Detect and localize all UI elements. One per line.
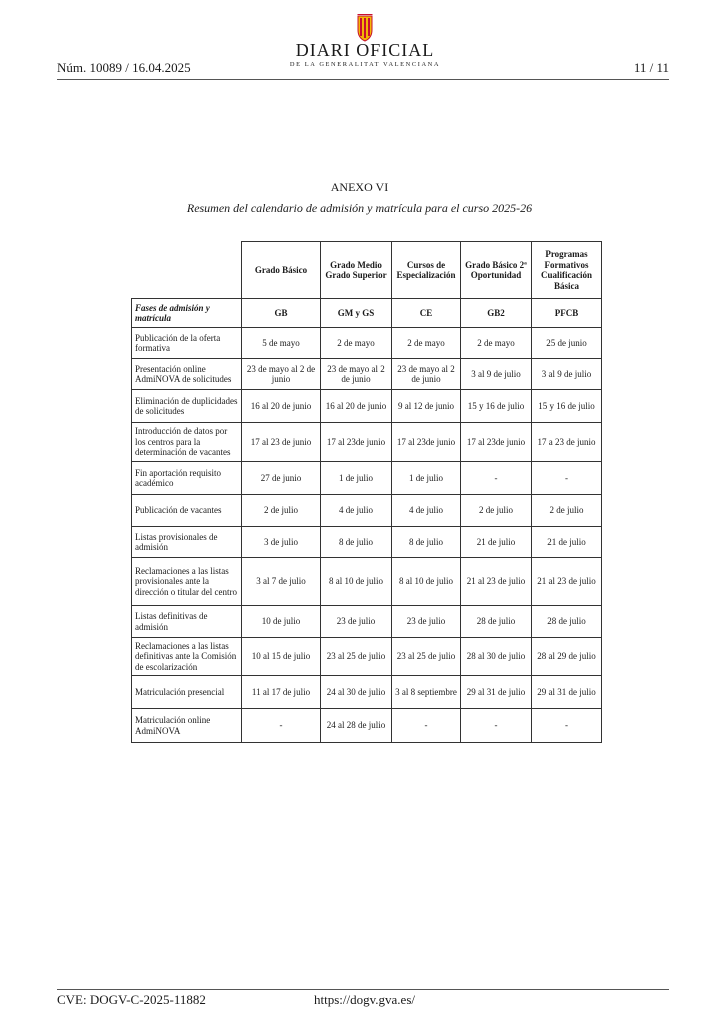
table-cell: 2 de julio: [532, 495, 602, 527]
table-row: [132, 606, 602, 638]
column-name-gb: Grado Básico: [242, 242, 321, 299]
column-code-gb2: GB2: [461, 299, 532, 328]
table-cell: 24 al 28 de julio: [321, 709, 392, 743]
table-row: [132, 495, 602, 527]
table-cell: 17 al 23de junio: [321, 423, 392, 462]
table-cell: 16 al 20 de junio: [242, 390, 321, 423]
table-cell: 17 a 23 de junio: [532, 423, 602, 462]
table-cell: -: [461, 462, 532, 495]
table-cell: 5 de mayo: [242, 328, 321, 359]
logo-subtitle: DE LA GENERALITAT VALENCIANA: [289, 61, 441, 68]
table-cell: -: [392, 709, 461, 743]
table-header-codes: [132, 299, 602, 328]
phase-label: Publicación de la oferta formativa: [132, 328, 242, 359]
phase-label: Fin aportación requisito académico: [132, 462, 242, 495]
table-row: [132, 423, 602, 462]
header-corner: [132, 242, 242, 299]
table-cell: 28 de julio: [532, 606, 602, 638]
table-row: [132, 328, 602, 359]
table-cell: 3 de julio: [242, 527, 321, 558]
phase-column-header: Fases de admisión y matrícula: [132, 299, 242, 328]
table-cell: -: [242, 709, 321, 743]
table-cell: 2 de julio: [461, 495, 532, 527]
column-code-pfcb: PFCB: [532, 299, 602, 328]
table-cell: 21 de julio: [461, 527, 532, 558]
table-cell: 23 de mayo al 2 de junio: [242, 359, 321, 390]
table-row: [132, 638, 602, 676]
table-cell: 25 de junio: [532, 328, 602, 359]
table-cell: 3 al 7 de julio: [242, 558, 321, 606]
table-cell: -: [461, 709, 532, 743]
table-cell: 28 al 30 de julio: [461, 638, 532, 676]
table-cell: 21 al 23 de julio: [532, 558, 602, 606]
phase-label: Matriculación presencial: [132, 676, 242, 709]
phase-label: Eliminación de duplicidades de solicitudes: [132, 390, 242, 423]
column-name-gmgs: Grado Medio Grado Superior: [321, 242, 392, 299]
table-cell: 1 de julio: [321, 462, 392, 495]
table-row: [132, 676, 602, 709]
page-number: 11 / 11: [633, 60, 669, 75]
table-cell: 23 de julio: [321, 606, 392, 638]
table-row: [132, 558, 602, 606]
footer-divider: [57, 989, 669, 990]
table-cell: 17 al 23de junio: [461, 423, 532, 462]
table-cell: 8 al 10 de julio: [321, 558, 392, 606]
table-cell: 17 al 23de junio: [392, 423, 461, 462]
table-cell: 8 al 10 de julio: [392, 558, 461, 606]
generalitat-crest-icon: [354, 14, 376, 42]
table-cell: 2 de mayo: [392, 328, 461, 359]
table-cell: 28 de julio: [461, 606, 532, 638]
table-cell: 10 al 15 de julio: [242, 638, 321, 676]
phase-label: Listas definitivas de admisión: [132, 606, 242, 638]
table-row: [132, 462, 602, 495]
table-cell: 8 de julio: [321, 527, 392, 558]
table-cell: 23 de julio: [392, 606, 461, 638]
table-cell: 3 al 9 de julio: [461, 359, 532, 390]
table-cell: 15 y 16 de julio: [461, 390, 532, 423]
table-cell: 29 al 31 de julio: [461, 676, 532, 709]
table-cell: -: [532, 709, 602, 743]
table-row: [132, 709, 602, 743]
table-cell: 27 de junio: [242, 462, 321, 495]
column-name-gb2: Grado Básico 2ª Oportunidad: [461, 242, 532, 299]
table-cell: 8 de julio: [392, 527, 461, 558]
table-header-names: [132, 242, 602, 299]
column-code-gb: GB: [242, 299, 321, 328]
phase-label: Presentación online AdmiNOVA de solicitudes: [132, 359, 242, 390]
column-code-ce: CE: [392, 299, 461, 328]
table-cell: 17 al 23 de junio: [242, 423, 321, 462]
annex-title: ANEXO VI: [330, 180, 389, 194]
table-cell: 16 al 20 de junio: [321, 390, 392, 423]
table-cell: 2 de mayo: [461, 328, 532, 359]
table-cell: 3 al 9 de julio: [532, 359, 602, 390]
table-cell: 23 de mayo al 2 de junio: [392, 359, 461, 390]
table-cell: 4 de julio: [392, 495, 461, 527]
table-cell: 21 al 23 de julio: [461, 558, 532, 606]
logo-title: DIARI OFICIAL: [295, 40, 435, 60]
table-cell: 10 de julio: [242, 606, 321, 638]
table-cell: 23 al 25 de julio: [321, 638, 392, 676]
phase-label: Reclamaciones a las listas definitivas ante la Comisión de escolarización: [132, 638, 242, 676]
table-cell: 23 al 25 de julio: [392, 638, 461, 676]
table-cell: 2 de mayo: [321, 328, 392, 359]
table-cell: 3 al 8 septiembre: [392, 676, 461, 709]
phase-label: Publicación de vacantes: [132, 495, 242, 527]
table-cell: 1 de julio: [392, 462, 461, 495]
column-name-ce: Cursos de Especialización: [392, 242, 461, 299]
column-name-pfcb: Programas Formativos Cualificación Básica: [532, 242, 602, 299]
column-code-gmgs: GM y GS: [321, 299, 392, 328]
table-row: [132, 527, 602, 558]
table-cell: -: [532, 462, 602, 495]
table-cell: 15 y 16 de julio: [532, 390, 602, 423]
table-cell: 21 de julio: [532, 527, 602, 558]
table-cell: 28 al 29 de julio: [532, 638, 602, 676]
dogv-link[interactable]: https://dogv.gva.es/: [314, 992, 415, 1007]
admission-calendar-table: [131, 241, 602, 743]
annex-subtitle: Resumen del calendario de admisión y matrícula para el curso 2025-26: [186, 201, 533, 215]
table-cell: 9 al 12 de junio: [392, 390, 461, 423]
phase-label: Matriculación online AdmiNOVA: [132, 709, 242, 743]
table-cell: 29 al 31 de julio: [532, 676, 602, 709]
table-cell: 24 al 30 de julio: [321, 676, 392, 709]
phase-label: Listas provisionales de admisión: [132, 527, 242, 558]
table-cell: 23 de mayo al 2 de junio: [321, 359, 392, 390]
cve-code: CVE: DOGV-C-2025-11882: [57, 992, 206, 1007]
table-cell: 2 de julio: [242, 495, 321, 527]
table-cell: 4 de julio: [321, 495, 392, 527]
table-cell: 11 al 17 de julio: [242, 676, 321, 709]
phase-label: Introducción de datos por los centros para la determinación de vacantes: [132, 423, 242, 462]
phase-label: Reclamaciones a las listas provisionales ante la dirección o titular del centro: [132, 558, 242, 606]
header-divider: [57, 79, 669, 80]
table-row: [132, 390, 602, 423]
issue-number-date: Núm. 10089 / 16.04.2025: [57, 60, 191, 75]
table-row: [132, 359, 602, 390]
